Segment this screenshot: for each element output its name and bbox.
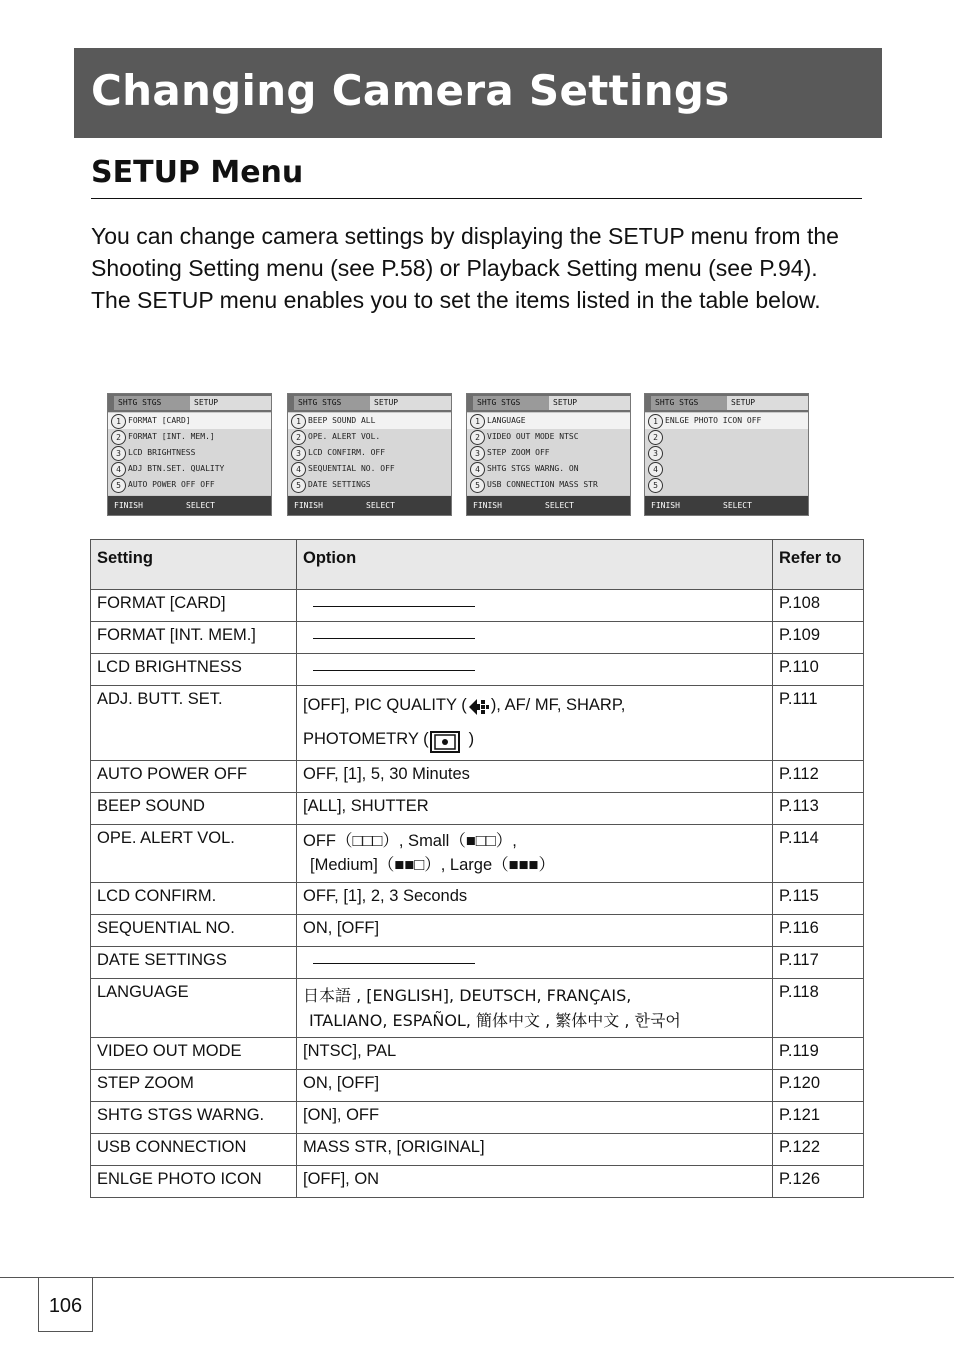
screen-menu-row xyxy=(288,429,451,445)
screen-menu-row xyxy=(645,429,808,445)
page-title: Changing Camera Settings xyxy=(91,66,730,115)
screen-menu-list xyxy=(467,413,630,495)
row-label: LCD BRIGHTNESS xyxy=(128,448,196,457)
no-option-line xyxy=(313,606,475,607)
option-cell xyxy=(297,622,773,654)
row-label: STEP ZOOM OFF xyxy=(487,448,550,457)
setting-cell: FORMAT [CARD] xyxy=(91,590,297,622)
row-label: LANGUAGE xyxy=(487,416,526,425)
table-header-row xyxy=(91,540,864,590)
select-label: SELECT xyxy=(366,501,395,510)
row-label: FORMAT [INT. MEM.] xyxy=(128,432,215,441)
screen-menu-list xyxy=(645,413,808,495)
table-row xyxy=(91,761,864,793)
table-row xyxy=(91,654,864,686)
settings-table xyxy=(90,539,864,1198)
row-label: DATE SETTINGS xyxy=(308,480,371,489)
option-cell xyxy=(297,654,773,686)
row-label: VIDEO OUT MODE NTSC xyxy=(487,432,579,441)
header-refer-to: Refer to xyxy=(773,540,864,590)
footer-divider xyxy=(0,1277,954,1278)
setting-cell: AUTO POWER OFF xyxy=(91,761,297,793)
option-text: OFF（□□□）, Small（■□□）, xyxy=(303,832,517,850)
row-number-icon: 5 xyxy=(648,478,663,493)
option-cell xyxy=(297,979,773,1038)
row-label: OPE. ALERT VOL. xyxy=(308,432,381,441)
screen-tabs xyxy=(288,394,451,412)
tab-shtg-stgs: SHTG STGS xyxy=(651,396,731,410)
screen-menu-row xyxy=(288,445,451,461)
setting-cell: OPE. ALERT VOL. xyxy=(91,825,297,883)
row-number-icon: 2 xyxy=(648,430,663,445)
option-cell xyxy=(297,590,773,622)
finish-label: FINISH xyxy=(473,501,502,510)
setting-cell: LCD BRIGHTNESS xyxy=(91,654,297,686)
setting-cell: USB CONNECTION xyxy=(91,1134,297,1166)
page-number-box xyxy=(38,1277,93,1332)
header-option: Option xyxy=(297,540,773,590)
option-cell: OFF, [1], 5, 30 Minutes xyxy=(297,761,773,793)
tab-setup: SETUP xyxy=(370,396,452,410)
option-cell: [OFF], ON xyxy=(297,1166,773,1198)
table-row xyxy=(91,1070,864,1102)
row-number-icon: 5 xyxy=(470,478,485,493)
screen-footer xyxy=(288,496,451,515)
table-row xyxy=(91,825,864,883)
finish-label: FINISH xyxy=(294,501,323,510)
option-text: ) xyxy=(468,730,475,748)
setup-screen-2 xyxy=(287,393,452,516)
row-number-icon: 5 xyxy=(111,478,126,493)
refer-cell: P.119 xyxy=(773,1038,864,1070)
setting-cell: STEP ZOOM xyxy=(91,1070,297,1102)
row-number-icon: 1 xyxy=(291,414,306,429)
screen-footer xyxy=(108,496,271,515)
screen-menu-row xyxy=(467,429,630,445)
row-number-icon: 4 xyxy=(111,462,126,477)
screen-menu-row xyxy=(645,461,808,477)
setting-cell: LCD CONFIRM. xyxy=(91,883,297,915)
row-number-icon: 1 xyxy=(470,414,485,429)
row-number-icon: 2 xyxy=(111,430,126,445)
page-number: 106 xyxy=(48,1295,83,1317)
table-row xyxy=(91,883,864,915)
refer-cell: P.108 xyxy=(773,590,864,622)
refer-cell: P.115 xyxy=(773,883,864,915)
row-number-icon: 1 xyxy=(648,414,663,429)
option-cell: [ALL], SHUTTER xyxy=(297,793,773,825)
setting-cell: ENLGE PHOTO ICON xyxy=(91,1166,297,1198)
setting-cell: FORMAT [INT. MEM.] xyxy=(91,622,297,654)
row-number-icon: 4 xyxy=(470,462,485,477)
intro-paragraph: The SETUP menu enables you to set the items listed in the table below. xyxy=(91,287,821,313)
intro-text xyxy=(91,220,861,316)
row-number-icon: 1 xyxy=(111,414,126,429)
screen-menu-row xyxy=(467,461,630,477)
setting-cell: ADJ. BUTT. SET. xyxy=(91,686,297,761)
screen-menu-row xyxy=(108,445,271,461)
screen-menu-row xyxy=(288,477,451,493)
row-number-icon: 3 xyxy=(291,446,306,461)
pic-quality-icon xyxy=(467,696,491,716)
row-number-icon: 2 xyxy=(470,430,485,445)
row-label: ENLGE PHOTO ICON OFF xyxy=(665,416,762,425)
refer-cell: P.126 xyxy=(773,1166,864,1198)
intro-paragraph: You can change camera settings by displaying the SETUP menu from the Shooting Setting menu (see P.58) or Playback Setting menu (see P.94). xyxy=(91,223,839,281)
table-row xyxy=(91,590,864,622)
setting-cell: DATE SETTINGS xyxy=(91,947,297,979)
row-number-icon: 3 xyxy=(648,446,663,461)
refer-cell: P.117 xyxy=(773,947,864,979)
refer-cell: P.111 xyxy=(773,686,864,761)
table-row xyxy=(91,979,864,1038)
table-row xyxy=(91,1134,864,1166)
row-label: FORMAT [CARD] xyxy=(128,416,191,425)
screen-tabs xyxy=(467,394,630,412)
table-row xyxy=(91,1038,864,1070)
option-text: ITALIANO, ESPAÑOL, 簡体中文 , 繁体中文 , 한국어 xyxy=(309,1011,681,1030)
option-cell: [ON], OFF xyxy=(297,1102,773,1134)
screen-menu-row xyxy=(288,413,451,429)
setup-screen-3 xyxy=(466,393,631,516)
refer-cell: P.114 xyxy=(773,825,864,883)
tab-setup: SETUP xyxy=(727,396,809,410)
screen-menu-row xyxy=(108,477,271,493)
screen-menu-row xyxy=(467,413,630,429)
table-row xyxy=(91,947,864,979)
setting-cell: VIDEO OUT MODE xyxy=(91,1038,297,1070)
tab-setup: SETUP xyxy=(549,396,631,410)
screen-menu-row xyxy=(108,429,271,445)
refer-cell: P.112 xyxy=(773,761,864,793)
title-banner xyxy=(74,48,882,138)
row-label: SHTG STGS WARNG. ON xyxy=(487,464,579,473)
no-option-line xyxy=(313,638,475,639)
setup-screen-4 xyxy=(644,393,809,516)
refer-cell: P.118 xyxy=(773,979,864,1038)
select-label: SELECT xyxy=(545,501,574,510)
option-cell xyxy=(297,825,773,883)
option-cell: ON, [OFF] xyxy=(297,915,773,947)
table-row xyxy=(91,1166,864,1198)
option-text: PHOTOMETRY ( xyxy=(303,730,429,748)
screen-footer xyxy=(645,496,808,515)
refer-cell: P.113 xyxy=(773,793,864,825)
screen-footer xyxy=(467,496,630,515)
setting-cell: SEQUENTIAL NO. xyxy=(91,915,297,947)
row-label: SEQUENTIAL NO. OFF xyxy=(308,464,395,473)
finish-label: FINISH xyxy=(114,501,143,510)
screen-menu-list xyxy=(288,413,451,495)
row-label: ADJ BTN.SET. QUALITY xyxy=(128,464,225,473)
option-text: [OFF], PIC QUALITY ( xyxy=(303,696,467,714)
screen-menu-row xyxy=(645,445,808,461)
screen-menu-row xyxy=(108,413,271,429)
screen-tabs xyxy=(645,394,808,412)
setting-cell: LANGUAGE xyxy=(91,979,297,1038)
option-cell xyxy=(297,686,773,761)
screen-menu-row xyxy=(467,445,630,461)
table-row xyxy=(91,622,864,654)
refer-cell: P.122 xyxy=(773,1134,864,1166)
refer-cell: P.120 xyxy=(773,1070,864,1102)
row-label: LCD CONFIRM. OFF xyxy=(308,448,386,457)
option-text: 日本語 , [ENGLISH], DEUTSCH, FRANÇAIS, xyxy=(303,986,632,1005)
screen-menu-row xyxy=(288,461,451,477)
setting-cell: SHTG STGS WARNG. xyxy=(91,1102,297,1134)
no-option-line xyxy=(313,963,475,964)
row-number-icon: 4 xyxy=(291,462,306,477)
no-option-line xyxy=(313,670,475,671)
option-text: [Medium]（■■□）, Large（■■■） xyxy=(310,856,556,874)
option-cell: ON, [OFF] xyxy=(297,1070,773,1102)
tab-shtg-stgs: SHTG STGS xyxy=(114,396,194,410)
screen-menu-row xyxy=(645,413,808,429)
table-row xyxy=(91,793,864,825)
screen-tabs xyxy=(108,394,271,412)
photometry-icon xyxy=(429,730,463,750)
section-divider xyxy=(91,198,862,199)
screen-menu-list xyxy=(108,413,271,495)
select-label: SELECT xyxy=(186,501,215,510)
row-label: AUTO POWER OFF OFF xyxy=(128,480,215,489)
tab-shtg-stgs: SHTG STGS xyxy=(473,396,553,410)
select-label: SELECT xyxy=(723,501,752,510)
screen-menu-row xyxy=(108,461,271,477)
tab-setup: SETUP xyxy=(190,396,272,410)
row-label: BEEP SOUND ALL xyxy=(308,416,376,425)
setting-cell: BEEP SOUND xyxy=(91,793,297,825)
row-number-icon: 3 xyxy=(111,446,126,461)
option-cell: [NTSC], PAL xyxy=(297,1038,773,1070)
row-number-icon: 3 xyxy=(470,446,485,461)
option-text: ), AF/ MF, SHARP, xyxy=(490,696,626,714)
header-setting: Setting xyxy=(91,540,297,590)
setup-screen-1 xyxy=(107,393,272,516)
table-row xyxy=(91,915,864,947)
screen-menu-row xyxy=(467,477,630,493)
refer-cell: P.110 xyxy=(773,654,864,686)
section-title: SETUP Menu xyxy=(91,155,304,190)
refer-cell: P.116 xyxy=(773,915,864,947)
row-number-icon: 2 xyxy=(291,430,306,445)
refer-cell: P.121 xyxy=(773,1102,864,1134)
option-cell: OFF, [1], 2, 3 Seconds xyxy=(297,883,773,915)
tab-shtg-stgs: SHTG STGS xyxy=(294,396,374,410)
row-number-icon: 4 xyxy=(648,462,663,477)
row-label: USB CONNECTION MASS STR xyxy=(487,480,598,489)
row-number-icon: 5 xyxy=(291,478,306,493)
option-cell xyxy=(297,947,773,979)
table-row xyxy=(91,686,864,761)
setup-menu-screens xyxy=(0,393,954,517)
screen-menu-row xyxy=(645,477,808,493)
table-row xyxy=(91,1102,864,1134)
option-cell: MASS STR, [ORIGINAL] xyxy=(297,1134,773,1166)
finish-label: FINISH xyxy=(651,501,680,510)
refer-cell: P.109 xyxy=(773,622,864,654)
